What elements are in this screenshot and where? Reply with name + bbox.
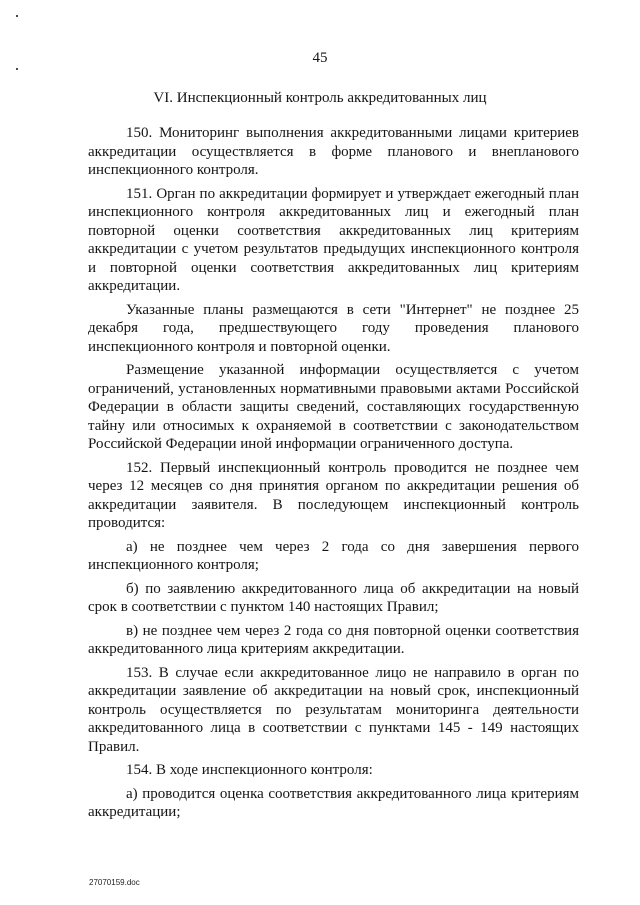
list-item-152-c: в) не позднее чем через 2 года со дня повторной оценки соответствия аккредитованного лица критериям аккредитации. <box>88 622 579 657</box>
paragraph-150: 150. Мониторинг выполнения аккредитованными лицами критериев аккредитации осуществляется в форме планового и внепланового инспекционного контроля. <box>88 125 579 178</box>
scan-dot <box>16 15 18 17</box>
list-item-152-b: б) по заявлению аккредитованного лица об аккредитации на новый срок в соответствии с пунктом 140 настоящих Правил; <box>88 580 579 615</box>
section-title: VI. Инспекционный контроль аккредитованных лиц <box>153 90 487 106</box>
list-item-152-a: а) не позднее чем через 2 года со дня завершения первого инспекционного контроля; <box>88 538 579 573</box>
paragraph-plans-internet: Указанные планы размещаются в сети "Интернет" не позднее 25 декабря года, предшествующего году проведения планового инспекционного контроля и повторной оценки. <box>88 301 579 355</box>
paragraph-151: 151. Орган по аккредитации формирует и утверждает ежегодный план инспекционного контроля аккредитованных лиц и ежегодный план повторной оценки соответствия аккредитованных лиц критериям аккредитации с учетом результатов предыдущих инспекционного контроля и повторной оценки соответствия аккредитованных лиц критериям аккредитации. <box>88 185 579 294</box>
list-item-154-a: а) проводится оценка соответствия аккредитованного лица критериям аккредитации; <box>88 785 579 820</box>
paragraph-info-restrictions: Размещение указанной информации осуществляется с учетом ограничений, установленных нормативными правовыми актами Российской Федерации в области защиты сведений, составляющих государственную тайну или относимых к охраняемой в соответствии с законодательством Российской Федерации иной информации ограниченного доступа. <box>88 362 579 452</box>
scan-dot <box>16 68 18 70</box>
document-body <box>88 124 579 822</box>
page-number: 45 <box>312 50 328 66</box>
paragraph-152: 152. Первый инспекционный контроль проводится не позднее чем через 12 месяцев со дня принятия органом по аккредитации решения об аккредитации заявителя. В последующем инспекционный контроль проводится: <box>88 459 579 531</box>
paragraph-153: 153. В случае если аккредитованное лицо не направило в орган по аккредитации заявление об аккредитации на новый срок, инспекционный контроль осуществляется по результатам мониторинга деятельности аккредитованного лица в соответствии с пунктами 145 - 149 настоящих Правил. <box>88 664 579 755</box>
paragraph-154: 154. В ходе инспекционного контроля: <box>126 762 373 778</box>
footer-file-name: 27070159.doc <box>89 878 140 887</box>
